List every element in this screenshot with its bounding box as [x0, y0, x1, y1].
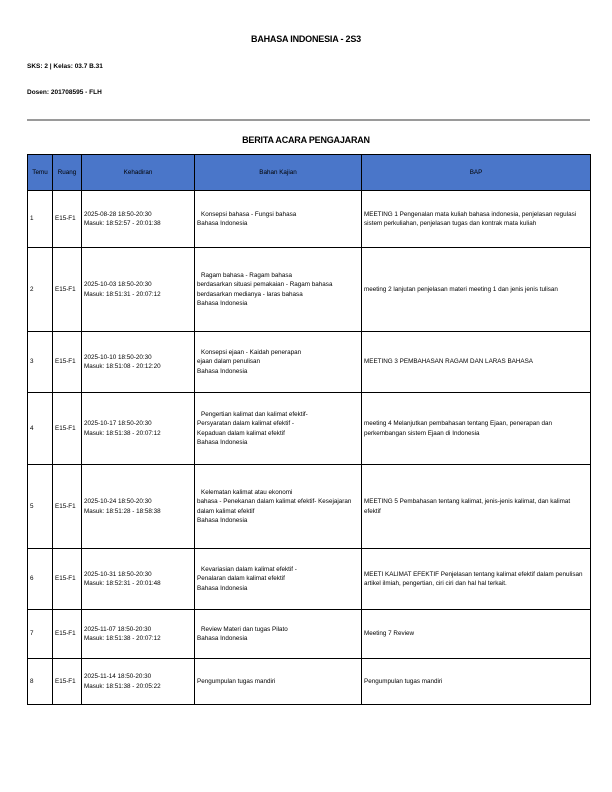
bahan-rest: ejaan dalam penulisan Bahasa Indonesia: [197, 358, 261, 375]
cell-bap: meeting 2 lanjutan penjelasan materi meeting 1 dan jenis jenis tulisan: [362, 248, 591, 332]
cell-kehadiran: 2025-10-24 18:50-20:30 Masuk: 18:51:28 - 18:58:38: [82, 465, 195, 549]
cell-bahan-kajian: [195, 659, 362, 705]
section-title: BERITA ACARA PENGAJARAN: [242, 135, 370, 145]
section-divider: [27, 119, 590, 121]
table-row: [28, 393, 591, 465]
cell-bap: Meeting 7 Review: [362, 610, 591, 659]
table-row: [28, 332, 591, 393]
table-row: [28, 659, 591, 705]
cell-bap: meeting 4 Melanjutkan pembahasan tentang Ejaan, penerapan dan perkembangan sistem Ejaan di Indonesia: [362, 393, 591, 465]
cell-bahan-kajian: [195, 248, 362, 332]
bahan-first-line: Pengumpulan tugas mandiri: [197, 677, 276, 685]
table-header-row: [28, 155, 591, 191]
cell-ruang: E15-F1: [53, 191, 82, 248]
column-header-bahan-kajian: Bahan Kajian: [195, 155, 362, 191]
cell-kehadiran: 2025-08-28 18:50-20:30 Masuk: 18:52:57 - 20:01:38: [82, 191, 195, 248]
cell-kehadiran: 2025-11-14 18:50-20:30 Masuk: 18:51:38 - 20:05:22: [82, 659, 195, 705]
bahan-first-line: Kevariasian dalam kalimat efektif -: [201, 566, 297, 574]
cell-temu: 6: [28, 549, 53, 610]
column-header-ruang: Ruang: [53, 155, 82, 191]
cell-bahan-kajian: [195, 549, 362, 610]
bahan-rest: Bahasa Indonesia: [197, 220, 248, 227]
cell-ruang: E15-F1: [53, 248, 82, 332]
cell-bahan-kajian: [195, 610, 362, 659]
cell-bap: MEETI KALIMAT EFEKTIF Penjelasan tentang kalimat efektif dalam penulisan artikel ilmiah, pengertian, ciri ciri dan hal hal terkait.: [362, 549, 591, 610]
cell-bap: MEETING 5 Pembahasan tentang kalimat, jenis-jenis kalimat, dan kalimat efektif: [362, 465, 591, 549]
bahan-first-line: Kelematan kalimat atau ekonomi: [201, 489, 293, 497]
cell-ruang: E15-F1: [53, 549, 82, 610]
cell-bap: MEETING 3 PEMBAHASAN RAGAM DAN LARAS BAHASA: [362, 332, 591, 393]
cell-bahan-kajian: [195, 393, 362, 465]
cell-temu: 7: [28, 610, 53, 659]
bap-table: [27, 154, 591, 705]
cell-temu: 1: [28, 191, 53, 248]
table-row: [28, 465, 591, 549]
cell-bap: Pengumpulan tugas mandiri: [362, 659, 591, 705]
table-row: [28, 610, 591, 659]
cell-temu: 4: [28, 393, 53, 465]
bahan-first-line: Ragam bahasa - Ragam bahasa: [201, 272, 293, 280]
cell-temu: 3: [28, 332, 53, 393]
bahan-rest: Penalaran dalam kalimat efektif Bahasa Indonesia: [197, 575, 285, 592]
table-row: [28, 549, 591, 610]
table-row: [28, 248, 591, 332]
course-title: BAHASA INDONESIA - 2S3: [251, 34, 361, 44]
cell-bahan-kajian: [195, 191, 362, 248]
column-header-temu: Temu: [28, 155, 53, 191]
bahan-rest: Persyaratan dalam kalimat efektif - Kepaduan dalam kalimat efektif Bahasa Indonesia: [197, 420, 294, 446]
sks-class-info: SKS: 2 | Kelas: 03.7 B.31: [27, 63, 103, 70]
bahan-first-line: Pengertian kalimat dan kalimat efektif-: [201, 411, 308, 419]
cell-kehadiran: 2025-10-10 18:50-20:30 Masuk: 18:51:08 - 20:12:20: [82, 332, 195, 393]
cell-ruang: E15-F1: [53, 659, 82, 705]
cell-temu: 8: [28, 659, 53, 705]
cell-ruang: E15-F1: [53, 393, 82, 465]
lecturer-info: Dosen: 201708595 - FLH: [27, 89, 102, 96]
bahan-rest: berdasarkan situasi pemakaian - Ragam bahasa berdasarkan medianya - laras bahasa Bahasa Indonesia: [197, 281, 333, 307]
column-header-bap: BAP: [362, 155, 591, 191]
column-header-kehadiran: Kehadiran: [82, 155, 195, 191]
bahan-rest: bahasa - Penekanan dalam kalimat efektif- Kesejajaran dalam kalimat efektif Bahasa Indonesia: [197, 498, 352, 524]
table-row: [28, 191, 591, 248]
bahan-first-line: Konsepsi ejaan - Kaidah penerapan: [201, 349, 302, 357]
cell-ruang: E15-F1: [53, 332, 82, 393]
cell-kehadiran: 2025-10-17 18:50-20:30 Masuk: 18:51:38 - 20:07:12: [82, 393, 195, 465]
bahan-first-line: Review Materi dan tugas Pilato: [201, 625, 288, 633]
cell-kehadiran: 2025-10-31 18:50-20:30 Masuk: 18:52:31 - 20:01:48: [82, 549, 195, 610]
cell-bahan-kajian: [195, 332, 362, 393]
cell-temu: 2: [28, 248, 53, 332]
cell-kehadiran: 2025-11-07 18:50-20:30 Masuk: 18:51:38 - 20:07:12: [82, 610, 195, 659]
bahan-rest: Bahasa Indonesia: [197, 635, 248, 642]
cell-ruang: E15-F1: [53, 465, 82, 549]
cell-bap: MEETING 1 Pengenalan mata kuliah bahasa indonesia, penjelasan regulasi sistem perkuliahan, penjelasan tugas dan kontrak mata kuliah: [362, 191, 591, 248]
bahan-first-line: Konsepsi bahasa - Fungsi bahasa: [201, 210, 297, 218]
cell-bahan-kajian: [195, 465, 362, 549]
cell-ruang: E15-F1: [53, 610, 82, 659]
cell-temu: 5: [28, 465, 53, 549]
cell-kehadiran: 2025-10-03 18:50-20:30 Masuk: 18:51:31 - 20:07:12: [82, 248, 195, 332]
